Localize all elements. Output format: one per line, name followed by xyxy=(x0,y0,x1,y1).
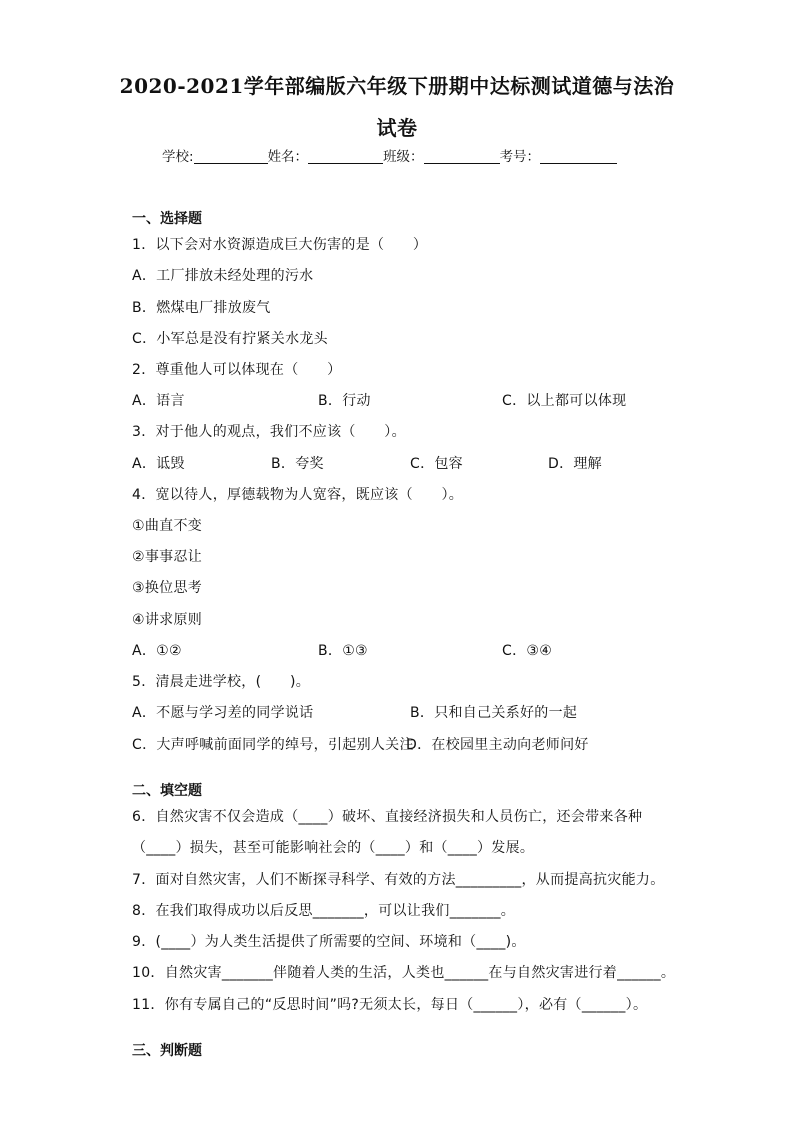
question-5-option-c: C．大声呼喊前面同学的绰号，引起别人关注 xyxy=(132,737,414,753)
exam-number-label: 考号： xyxy=(499,149,541,165)
question-4-item-2: ②事事忍让 xyxy=(132,549,203,565)
name-label: 姓名： xyxy=(267,149,309,165)
question-7: 7．面对自然灾害，人们不断探寻科学、有效的方法_________，从而提高抗灾能力。 xyxy=(132,872,665,888)
class-blank xyxy=(424,149,500,164)
section-heading-true-false: 三、判断题 xyxy=(132,1043,202,1059)
question-2-option-a: A．语言 xyxy=(132,393,185,409)
school-blank xyxy=(194,149,268,164)
question-1-option-a: A．工厂排放未经处理的污水 xyxy=(132,268,314,284)
question-5-option-b: B．只和自己关系好的一起 xyxy=(410,705,578,721)
question-4-item-3: ③换位思考 xyxy=(132,580,203,596)
question-2-option-c: C．以上都可以体现 xyxy=(502,393,627,409)
section-heading-fill-blank: 二、填空题 xyxy=(132,783,202,799)
question-4-item-4: ④讲求原则 xyxy=(132,612,203,628)
question-10: 10．自然灾害_______伴随着人类的生活，人类也______在与自然灾害进行着______。 xyxy=(132,965,676,981)
exam-title-continued: 试卷 xyxy=(376,116,418,140)
question-4-option-c: C．③④ xyxy=(502,643,553,659)
question-5-option-a: A．不愿与学习差的同学说话 xyxy=(132,705,314,721)
question-1-option-b: B．燃煤电厂排放废气 xyxy=(132,300,271,316)
question-4-item-1: ①曲直不变 xyxy=(132,518,203,534)
question-3-option-b: B．夸奖 xyxy=(271,456,324,472)
question-3-option-c: C．包容 xyxy=(410,456,463,472)
question-4-stem: 4．宽以待人，厚德载物为人宽容，既应该（ ）。 xyxy=(132,487,464,503)
question-8: 8．在我们取得成功以后反思_______，可以让我们_______。 xyxy=(132,903,516,919)
question-2-option-b: B．行动 xyxy=(318,393,371,409)
question-3-stem: 3．对于他人的观点，我们不应该（ ）。 xyxy=(132,424,406,440)
question-6-line-1: 6．自然灾害不仅会造成（____）破坏、直接经济损失和人员伤亡，还会带来各种 xyxy=(132,809,643,825)
question-3-option-d: D．理解 xyxy=(548,456,602,472)
question-1-option-c: C．小军总是没有拧紧关水龙头 xyxy=(132,331,328,347)
student-info-row xyxy=(162,145,617,165)
question-2-stem: 2．尊重他人可以体现在（ ） xyxy=(132,362,342,378)
question-1-stem: 1．以下会对水资源造成巨大伤害的是（ ） xyxy=(132,237,428,253)
exam-number-blank xyxy=(540,149,617,164)
question-6-line-2: （____）损失，甚至可能影响社会的（____）和（____）发展。 xyxy=(132,840,535,856)
question-5-option-d: D．在校园里主动向老师问好 xyxy=(406,737,589,753)
section-heading-choice: 一、选择题 xyxy=(132,211,202,227)
class-label: 班级： xyxy=(383,149,424,165)
question-5-stem: 5．清晨走进学校，( )。 xyxy=(132,674,311,690)
question-4-option-b: B．①③ xyxy=(318,643,368,659)
name-blank xyxy=(308,149,383,164)
question-9: 9．(____）为人类生活提供了所需要的空间、环境和（____)。 xyxy=(132,934,526,950)
question-4-option-a: A．①② xyxy=(132,643,182,659)
question-11: 11．你有专属自己的“反思时间”吗?无须太长，每日（______），必有（______）。 xyxy=(132,997,648,1013)
question-3-option-a: A．诋毁 xyxy=(132,456,185,472)
school-label: 学校: xyxy=(162,149,194,165)
exam-title: 2020-2021学年部编版六年级下册期中达标测试道德与法治 xyxy=(119,74,675,98)
